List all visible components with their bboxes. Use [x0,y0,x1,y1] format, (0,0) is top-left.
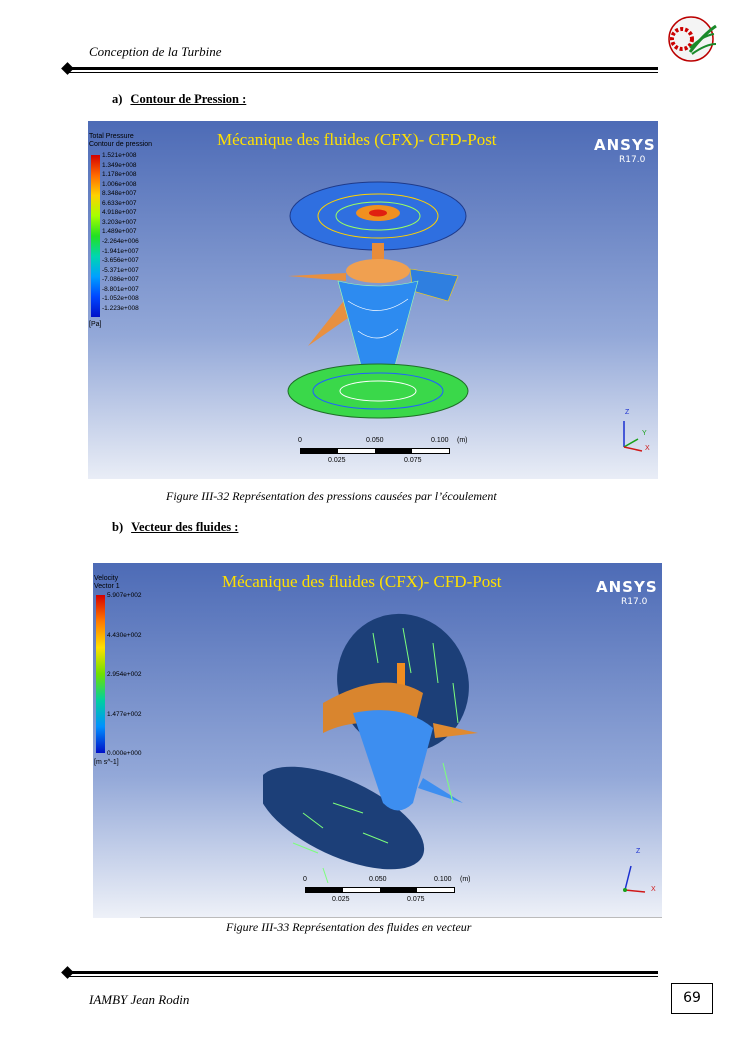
axis-y: Y [642,430,647,437]
legend-title: Total Pressure [89,133,134,140]
axis-triad [615,848,655,898]
axis-z: Z [636,848,641,855]
legend-subtitle: Contour de pression [89,141,153,148]
header-rule [68,67,658,70]
legend-unit: [m s^-1] [94,759,119,766]
legend-value: 4.918e+007 [102,209,137,217]
ansys-logo: ANSYS [596,578,658,596]
ansys-version: R17.0 [621,597,648,607]
legend-value: -8.801e+007 [102,285,139,293]
legend-title: Velocity [94,575,119,582]
figure-caption-2: Figure III-33 Représentation des fluides en vecteur [226,920,472,934]
legend-value: 1.349e+008 [102,161,137,169]
figure-title: Mécanique des fluides (CFX)- CFD-Post [222,572,502,591]
footer-rule [68,971,658,974]
legend-colorbar [96,595,105,753]
footer-author: IAMBY Jean Rodin [89,992,190,1007]
figure-caption-1: Figure III-32 Représentation des pressions causées par l’écoulement [166,489,497,503]
scale-bar [305,887,455,893]
velocity-vector-figure [93,563,662,918]
section-a-heading: a) Contour de Pression : [112,92,247,106]
scale-label-100: 0.100 [431,437,449,444]
scale-label-050: 0.050 [369,876,387,883]
legend-value: -1.941e+007 [102,247,139,255]
scale-label-100: 0.100 [434,876,452,883]
scale-label-0: 0 [298,437,302,444]
scale-bar [300,448,450,454]
turbine-vector-render [263,613,513,883]
university-logo [660,14,722,64]
pressure-contour-figure [88,121,658,479]
legend-value: -7.086e+007 [102,276,139,284]
page-number: 69 [671,983,713,1014]
legend-value: 0.000e+000 [107,750,142,757]
legend-value: 4.430e+002 [107,631,142,639]
figure-title: Mécanique des fluides (CFX)- CFD-Post [217,130,497,149]
legend-value: 3.203e+007 [102,218,137,226]
legend-colorbar [91,155,100,317]
legend-value: -5.371e+007 [102,266,139,274]
legend-value: 1.521e+008 [102,152,137,159]
header-title: Conception de la Turbine [89,44,222,59]
scale-unit: (m) [457,437,468,444]
legend-value: 5.907e+002 [107,592,142,599]
legend-subtitle: Vector 1 [94,583,120,590]
legend-value: 2.954e+002 [107,671,142,678]
legend-value: 1.178e+008 [102,171,137,179]
legend-value: 1.489e+007 [102,228,137,236]
axis-z: Z [625,409,630,416]
legend-value: -1.052e+008 [102,295,139,303]
axis-x: X [651,886,656,893]
ansys-logo: ANSYS [594,136,656,154]
scale-label-075: 0.075 [404,457,422,464]
scale-label-050: 0.050 [366,437,384,444]
legend-value: -3.656e+007 [102,257,139,265]
scale-label-075: 0.075 [407,896,425,903]
scale-unit: (m) [460,876,471,883]
ansys-version: R17.0 [619,155,646,165]
legend-value: 1.006e+008 [102,180,137,188]
scale-label-0: 0 [303,876,307,883]
legend-value: 6.633e+007 [102,199,137,207]
section-b-heading: b) Vecteur des fluides : [112,520,239,534]
scale-label-025: 0.025 [328,457,346,464]
legend-value: 1.477e+002 [107,710,142,718]
scale-label-025: 0.025 [332,896,350,903]
legend-value: -1.223e+008 [102,304,139,312]
legend-unit: [Pa] [89,321,102,328]
legend-value: -2.264e+006 [102,237,139,245]
turbine-pressure-render [268,181,488,421]
axis-x: X [645,445,650,452]
legend-value: 8.348e+007 [102,190,137,198]
